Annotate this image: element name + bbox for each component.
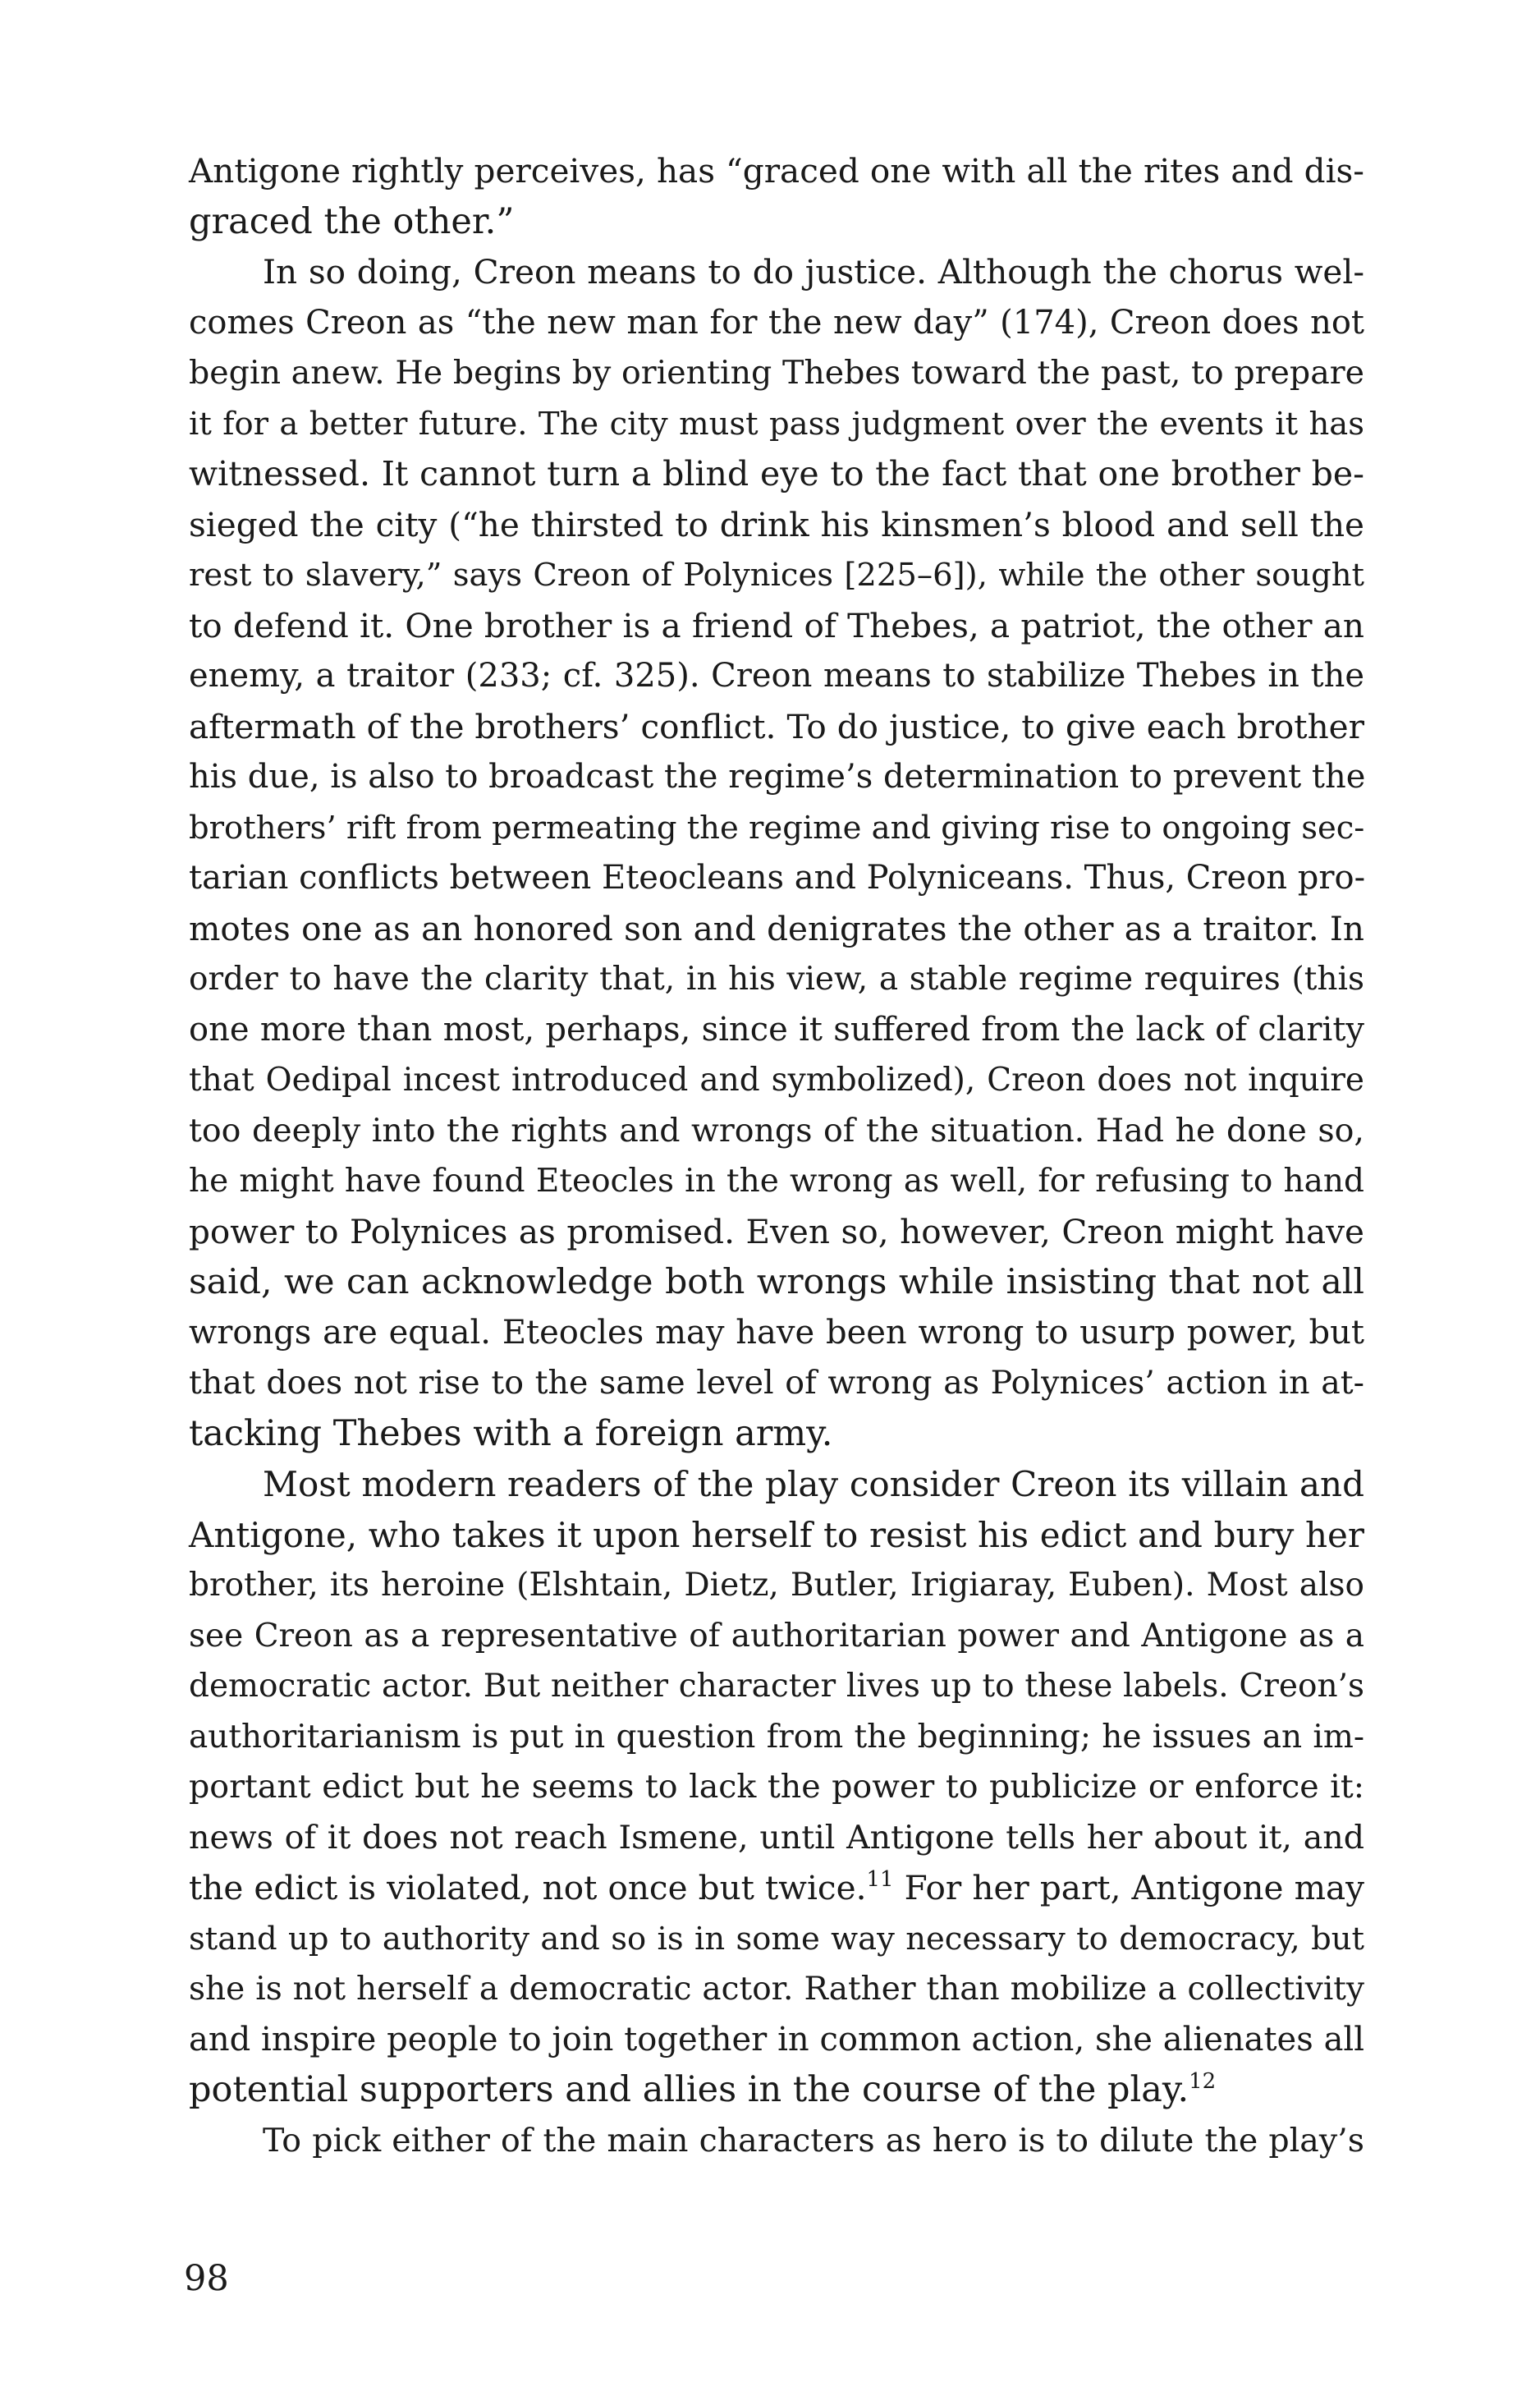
text-line bbox=[189, 348, 1364, 399]
text-line-content: too deeply into the rights and wrongs of the situation. Had he done so, bbox=[189, 1111, 1364, 1150]
text-line-content: one more than most, perhaps, since it suffered from the lack of clarity bbox=[189, 1010, 1364, 1049]
text-line-content: authoritarianism is put in question from the beginning; he issues an im- bbox=[189, 1718, 1364, 1756]
text-line bbox=[189, 2015, 1364, 2066]
text-line-content: power to Polynices as promised. Even so, however, Creon might have bbox=[189, 1211, 1364, 1251]
text-line bbox=[189, 803, 1364, 854]
text-line-content: that Oedipal incest introduced and symbolized), Creon does not inquire bbox=[189, 1062, 1364, 1099]
text-line bbox=[189, 197, 1364, 248]
text-line bbox=[189, 1863, 1364, 1914]
text-line bbox=[189, 1459, 1364, 1510]
text-line-content: Antigone, who takes it upon herself to resist his edict and bury her bbox=[189, 1514, 1364, 1555]
text-line bbox=[189, 1762, 1364, 1813]
text-line-content: tarian conflicts between Eteocleans and Polyniceans. Thus, Creon pro- bbox=[189, 859, 1366, 897]
text-line bbox=[189, 247, 1364, 298]
text-line-content: she is not herself a democratic actor. Rather than mobilize a collectivity bbox=[189, 1971, 1364, 2008]
text-line bbox=[189, 146, 1364, 197]
text-line-content: brothers’ rift from permeating the regime and giving rise to ongoing sec- bbox=[189, 809, 1365, 847]
text-line-content: To pick either of the main characters as hero is to dilute the play’s bbox=[263, 2121, 1364, 2159]
text-line-content: portant edict but he seems to lack the power to publicize or enforce it: bbox=[189, 1768, 1364, 1806]
text-line bbox=[189, 2116, 1364, 2167]
text-line bbox=[189, 1207, 1364, 1258]
text-line-content: begin anew. He begins by orienting Thebes toward the past, to prepare bbox=[189, 354, 1364, 392]
text-line-continuation: For her part, Antigone may bbox=[893, 1868, 1364, 1907]
text-line-content: enemy, a traitor (233; cf. 325). Creon means to stabilize Thebes in the bbox=[189, 657, 1364, 695]
text-line-content: the edict is violated, not once but twice. bbox=[189, 1868, 867, 1907]
text-line bbox=[189, 1611, 1364, 1662]
text-line-content: and inspire people to join together in common action, she alienates all bbox=[189, 2020, 1364, 2058]
text-line bbox=[189, 702, 1364, 753]
text-line bbox=[189, 651, 1364, 702]
text-line bbox=[189, 853, 1364, 904]
text-line-content: Most modern readers of the play consider Creon its villain and bbox=[263, 1464, 1364, 1504]
text-line bbox=[189, 399, 1364, 450]
text-line-content: graced the other.” bbox=[189, 200, 515, 242]
text-line bbox=[189, 449, 1364, 500]
text-line-content: stand up to authority and so is in some way necessary to democracy, but bbox=[189, 1920, 1364, 1958]
text-line-content: order to have the clarity that, in his view, a stable regime requires (this bbox=[189, 961, 1364, 998]
text-line bbox=[189, 1661, 1364, 1712]
text-line bbox=[189, 550, 1364, 601]
text-line bbox=[189, 1510, 1364, 1561]
text-line bbox=[189, 1914, 1364, 1965]
text-line-content: news of it does not reach Ismene, until Antigone tells her about it, and bbox=[189, 1818, 1364, 1857]
text-line bbox=[189, 1055, 1364, 1106]
text-line-content: wrongs are equal. Eteocles may have been wrong to usurp power, but bbox=[189, 1313, 1364, 1352]
text-line bbox=[189, 752, 1364, 803]
text-line bbox=[189, 1409, 1364, 1460]
text-line-content: In so doing, Creon means to do justice. Although the chorus wel- bbox=[263, 252, 1364, 291]
footnote-marker: 11 bbox=[866, 1867, 894, 1892]
text-line bbox=[189, 1308, 1364, 1359]
text-line-content: that does not rise to the same level of wrong as Polynices’ action in at- bbox=[189, 1364, 1364, 1402]
text-line bbox=[189, 1560, 1364, 1611]
page-number: 98 bbox=[184, 2258, 229, 2299]
text-line bbox=[189, 500, 1364, 551]
text-line bbox=[189, 1257, 1364, 1308]
text-line-content: rest to slavery,” says Creon of Polynices [225–6]), while the other sought bbox=[189, 557, 1364, 594]
footnote-marker: 12 bbox=[1189, 2069, 1217, 2094]
text-line-content: see Creon as a representative of authoritarian power and Antigone as a bbox=[189, 1617, 1364, 1655]
text-line-content: democratic actor. But neither character lives up to these labels. Creon’s bbox=[189, 1668, 1364, 1705]
text-line bbox=[189, 1358, 1364, 1409]
text-line bbox=[189, 1106, 1364, 1157]
text-line-content: sieged the city (“he thirsted to drink his kinsmen’s blood and sell the bbox=[189, 504, 1364, 544]
text-line-content: motes one as an honored son and denigrates the other as a traitor. In bbox=[189, 908, 1364, 948]
text-line-content: his due, is also to broadcast the regime’s determination to prevent the bbox=[189, 758, 1366, 796]
text-line-content: aftermath of the brothers’ conflict. To do justice, to give each brother bbox=[189, 706, 1364, 746]
text-line-content: it for a better future. The city must pass judgment over the events it has bbox=[189, 405, 1364, 443]
text-line-content: tacking Thebes with a foreign army. bbox=[189, 1412, 833, 1454]
text-line bbox=[189, 1005, 1364, 1056]
text-line bbox=[189, 1156, 1364, 1207]
text-line-content: Antigone rightly perceives, has “graced one with all the rites and dis- bbox=[189, 151, 1364, 190]
text-line bbox=[189, 904, 1364, 955]
text-line bbox=[189, 601, 1364, 652]
text-line-content: said, we can acknowledge both wrongs while insisting that not all bbox=[189, 1262, 1364, 1302]
text-line bbox=[189, 1813, 1364, 1864]
text-line bbox=[189, 1712, 1364, 1763]
text-line bbox=[189, 298, 1364, 349]
text-line-content: brother, its heroine (Elshtain, Dietz, Butler, Irigiaray, Euben). Most also bbox=[189, 1567, 1364, 1604]
text-line bbox=[189, 2065, 1364, 2116]
text-line-content: he might have found Eteocles in the wrong as well, for refusing to hand bbox=[189, 1163, 1364, 1200]
text-line-content: potential supporters and allies in the course of the play. bbox=[189, 2069, 1189, 2110]
text-line-content: witnessed. It cannot turn a blind eye to the fact that one brother be- bbox=[189, 454, 1364, 493]
text-line-content: to defend it. One brother is a friend of Thebes, a patriot, the other an bbox=[189, 605, 1364, 645]
text-line bbox=[189, 1964, 1364, 2015]
body-text bbox=[189, 146, 1364, 2166]
text-line bbox=[189, 954, 1364, 1005]
text-line-content: comes Creon as “the new man for the new day” (174), Creon does not bbox=[189, 303, 1364, 342]
